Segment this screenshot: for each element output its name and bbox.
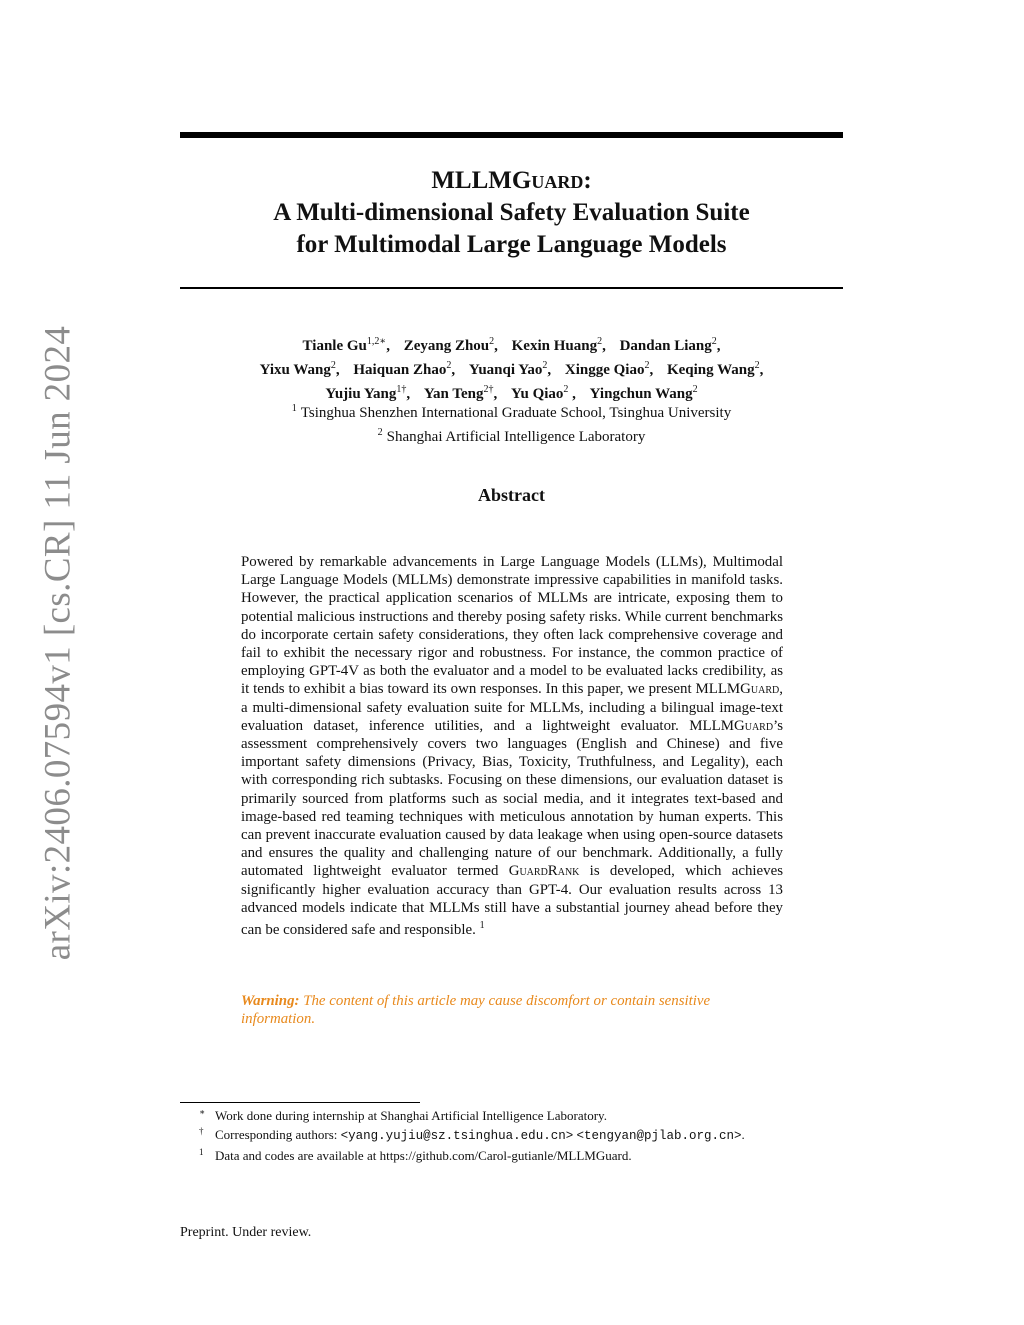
author: Yan Teng$^{2\dagger}$, — [423, 384, 498, 402]
author: Yuanqi Yao$^2$, — [468, 360, 552, 378]
author: Tianle $Gu^{1,2∗}$, — [302, 336, 390, 354]
affiliation: $^1$ Tsinghua Shenzhen International Graduate School, Tsinghua University — [291, 403, 732, 421]
author: Yingchun Wang$^2$ — [589, 384, 698, 402]
footnote: † Corresponding authors: <yang.yujiu@sz.tsinghua.edu.cn> <tengyan@pjlab.org.cn>. — [199, 1126, 745, 1143]
author: Kexin Huang$^2$, — [511, 336, 606, 354]
content-warning: Warning: The content of this article may cause discomfort or contain sensitive information. — [241, 993, 711, 1028]
email-link[interactable]: <tengyan@pjlab.org.cn> — [576, 1129, 742, 1143]
abstract-heading: Abstract — [478, 485, 545, 505]
author-list — [180, 332, 843, 404]
title-line-2: A Multi-dimensional Safety Evaluation Suite — [273, 199, 750, 226]
affiliation-list — [180, 399, 843, 447]
author: Xingge Qiao$^2$, — [564, 360, 654, 378]
affiliation: $^2$ Shanghai Artificial Intelligence Laboratory — [377, 427, 646, 445]
footnote-rule — [180, 1102, 420, 1103]
footnote: 1 Data and codes are available at https://github.com/Carol-gutianle/MLLMGuard. — [199, 1147, 632, 1163]
title-top-rule — [180, 132, 843, 138]
title-line-1: MLLMGuard: — [431, 167, 592, 194]
author: Dandan Liang$^2$, — [619, 336, 721, 354]
author: Haiquan Zhao$^2$, — [353, 360, 456, 378]
arxiv-identifier-stamp: arXiv:2406.07594v1 [cs.CR] 11 Jun 2024 — [37, 325, 79, 961]
author: Zeyang Zhou$^2$, — [403, 336, 498, 354]
footnote-ref: 1 — [479, 920, 485, 932]
paper-title — [180, 165, 843, 261]
author: Yujiu Yang$^{1\dagger}$, — [325, 384, 411, 402]
author: Yixu Wang$^2$, — [259, 360, 340, 378]
preprint-note: Preprint. Under review. — [180, 1225, 312, 1240]
author-row — [180, 356, 843, 380]
title-line-3: for Multimodal Large Language Models — [296, 231, 727, 258]
author-row — [180, 332, 843, 356]
abstract-body: Powered by remarkable advancements in Large Language Models (LLMs), Multimodal Large Language Models (MLLMs) demonstrate impressive capabilities in manifold tasks. However, the practical application scenarios of MLLMs are intricate, exposing them to potential malicious instructions and thereby posing safety risks. While current benchmarks do incorporate certain safety considerations, they often lack comprehensive coverage and fail to exhibit the necessary rigor and robustness. For instance, the common practice of employing GPT-4V as both the evaluator and a model to be evaluated lacks credibility, as it tends to exhibit a bias toward its own responses. In this paper, we present MLLMGuard, a multi-dimensional safety evaluation suite for MLLMs, including a bilingual image-text evaluation dataset, inference utilities, and a lightweight evaluator. MLLMGuard’s assessment comprehensively covers two languages (English and Chinese) and five important safety dimensions (Privacy, Bias, Toxicity, Truthfulness, and Legality), each with corresponding rich subtasks. Focusing on these dimensions, our evaluation dataset is primarily sourced from platforms such as social media, and it integrates text-based and image-based red teaming techniques with meticulous annotation by human experts. This can prevent inaccurate evaluation caused by data leakage when using open-source datasets and ensures the quality and challenging nature of our benchmark. Additionally, a fully automated lightweight evaluator termed GuardRank is developed, which achieves significantly higher evaluation accuracy than GPT-4. Our evaluation results across 13 advanced models indicate that MLLMs still have a substantial journey ahead before they can be considered safe and responsible. $^1$ — [241, 554, 783, 939]
footnote: ∗ Work done during internship at Shanghai Artificial Intelligence Laboratory. — [199, 1107, 607, 1123]
title-bottom-rule — [180, 287, 843, 289]
footnotes — [199, 1106, 859, 1165]
email-link[interactable]: <yang.yujiu@sz.tsinghua.edu.cn> — [340, 1129, 574, 1143]
author: Keqing Wang$^2$, — [666, 360, 764, 378]
author: Yu Qiao$^2$ , — [511, 384, 576, 402]
